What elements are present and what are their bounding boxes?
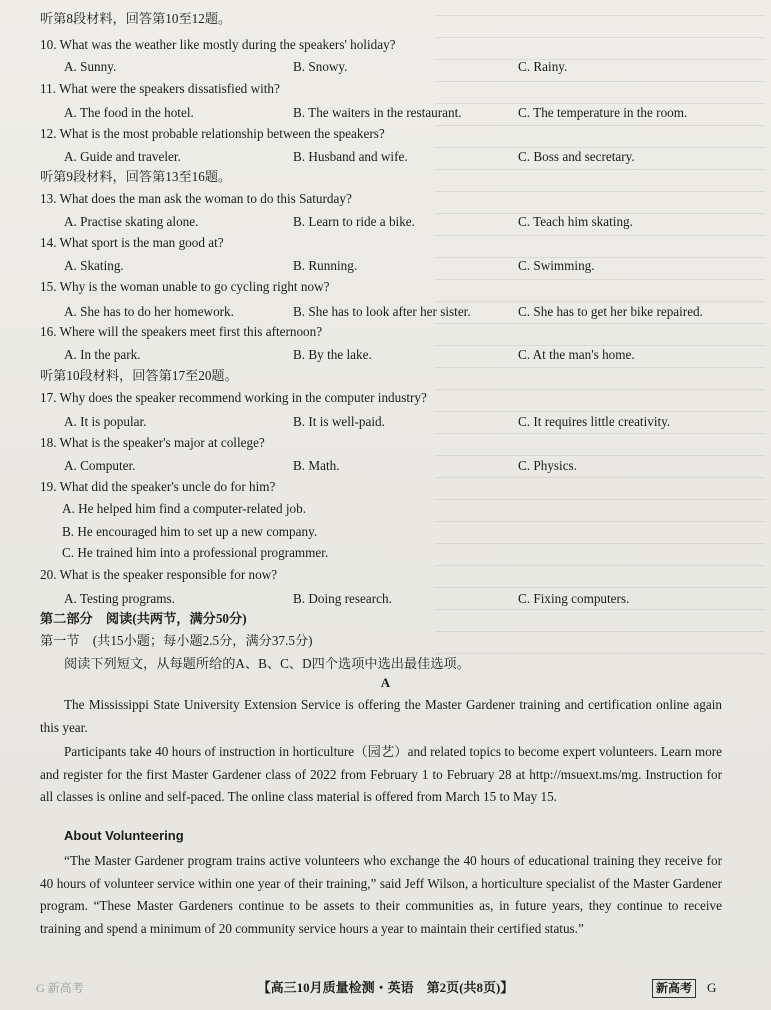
section-instruction-10: 听第10段材料，回答第17至20题。 [40, 368, 238, 383]
option-c[interactable]: C. The temperature in the room. [518, 105, 688, 120]
options-15 [0, 301, 771, 323]
option-c[interactable]: C. Fixing computers. [518, 591, 630, 606]
option-a[interactable]: A. She has to do her homework. [64, 304, 234, 319]
faded-corner-mark: G 新高考 [36, 981, 84, 995]
options-18 [0, 455, 771, 477]
option-19-b[interactable]: B. He encouraged him to set up a new company. [62, 524, 318, 539]
options-10 [0, 56, 771, 78]
footer-title: 【高三10月质量检测・英语 第2页(共8页)】 [257, 980, 514, 995]
option-c[interactable]: C. She has to get her bike repaired. [518, 304, 703, 319]
option-c[interactable]: C. Physics. [518, 458, 577, 473]
page-footer [0, 975, 771, 1001]
option-c[interactable]: C. At the man's home. [518, 347, 635, 362]
options-20 [0, 588, 771, 610]
quote-paragraph: “The Master Gardener program trains active volunteers who exchange the 40 hours of educational training they receive for 40 hours of volunteer service within one year of their training,” said Jeff Wilson, a horticulture specialist of the Master Gardener program. “These Master Gardeners continue to be assets to their communities as, in future years, they continue to receive training and spend a minimum of 20 community service hours a year to maintain their certified status.” [40, 853, 722, 936]
question-14: 14. What sport is the man good at? [40, 235, 224, 250]
option-a[interactable]: A. Computer. [64, 458, 136, 473]
paragraph-1: The Mississippi State University Extension Service is offering the Master Gardener training and certification online again this year. [40, 697, 722, 735]
question-18: 18. What is the speaker's major at college? [40, 435, 265, 450]
question-11: 11. What were the speakers dissatisfied with? [40, 81, 280, 96]
paper-code: G [707, 980, 717, 995]
option-a[interactable]: A. In the park. [64, 347, 141, 362]
subheading-about-volunteering: About Volunteering [64, 828, 184, 843]
section-instruction-9: 听第9段材料，回答第13至16题。 [40, 169, 232, 184]
option-b[interactable]: B. Snowy. [293, 59, 348, 74]
option-b[interactable]: B. Doing research. [293, 591, 392, 606]
option-c[interactable]: C. Teach him skating. [518, 214, 633, 229]
option-b[interactable]: B. Learn to ride a bike. [293, 214, 415, 229]
reading-instruction: 阅读下列短文，从每题所给的A、B、C、D四个选项中选出最佳选项。 [64, 656, 470, 671]
option-a[interactable]: A. Sunny. [64, 59, 117, 74]
question-16: 16. Where will the speakers meet first this afternoon? [40, 324, 323, 339]
question-15: 15. Why is the woman unable to go cycling right now? [40, 279, 330, 294]
option-b[interactable]: B. By the lake. [293, 347, 372, 362]
section-instruction-8: 听第8段材料，回答第10至12题。 [40, 11, 232, 26]
option-b[interactable]: B. She has to look after her sister. [293, 304, 471, 319]
option-b[interactable]: B. It is well-paid. [293, 414, 385, 429]
options-17 [0, 411, 771, 433]
options-11 [0, 102, 771, 124]
options-16 [0, 344, 771, 366]
question-19: 19. What did the speaker's uncle do for him? [40, 479, 276, 494]
option-b[interactable]: B. Math. [293, 458, 340, 473]
option-19-a[interactable]: A. He helped him find a computer-related job. [62, 501, 306, 516]
option-19-c[interactable]: C. He trained him into a professional programmer. [62, 545, 329, 560]
paragraph-2: Participants take 40 hours of instruction in horticulture（园艺）and related topics to become expert volunteers. Learn more and register for the first Master Gardener class of 2022 from February 1 to February 28 at http://msuext.ms/mg. Instruction for all classes is online and self-paced. The online class material is offered from March 15 to May 15. [40, 744, 722, 805]
question-17: 17. Why does the speaker recommend working in the computer industry? [40, 390, 427, 405]
option-c[interactable]: C. Swimming. [518, 258, 595, 273]
edition-badge: 新高考 [652, 979, 696, 998]
passage-label: A [380, 675, 391, 690]
option-b[interactable]: B. Husband and wife. [293, 149, 408, 164]
option-b[interactable]: B. The waiters in the restaurant. [293, 105, 462, 120]
option-a[interactable]: A. Testing programs. [64, 591, 175, 606]
section1-header: 第一节 (共15小题；每小题2.5分，满分37.5分) [40, 633, 313, 648]
option-c[interactable]: C. Boss and secretary. [518, 149, 635, 164]
option-b[interactable]: B. Running. [293, 258, 358, 273]
question-12: 12. What is the most probable relationship between the speakers? [40, 126, 385, 141]
option-a[interactable]: A. The food in the hotel. [64, 105, 194, 120]
question-20: 20. What is the speaker responsible for now? [40, 567, 278, 582]
option-c[interactable]: C. Rainy. [518, 59, 568, 74]
option-c[interactable]: C. It requires little creativity. [518, 414, 671, 429]
question-10: 10. What was the weather like mostly during the speakers' holiday? [40, 37, 396, 52]
part2-title: 第二部分 阅读(共两节，满分50分) [40, 611, 247, 626]
option-a[interactable]: A. Skating. [64, 258, 124, 273]
options-12 [0, 146, 771, 168]
options-14 [0, 255, 771, 277]
option-a[interactable]: A. It is popular. [64, 414, 147, 429]
options-13 [0, 211, 771, 233]
option-a[interactable]: A. Guide and traveler. [64, 149, 181, 164]
question-13: 13. What does the man ask the woman to do this Saturday? [40, 191, 352, 206]
option-a[interactable]: A. Practise skating alone. [64, 214, 199, 229]
